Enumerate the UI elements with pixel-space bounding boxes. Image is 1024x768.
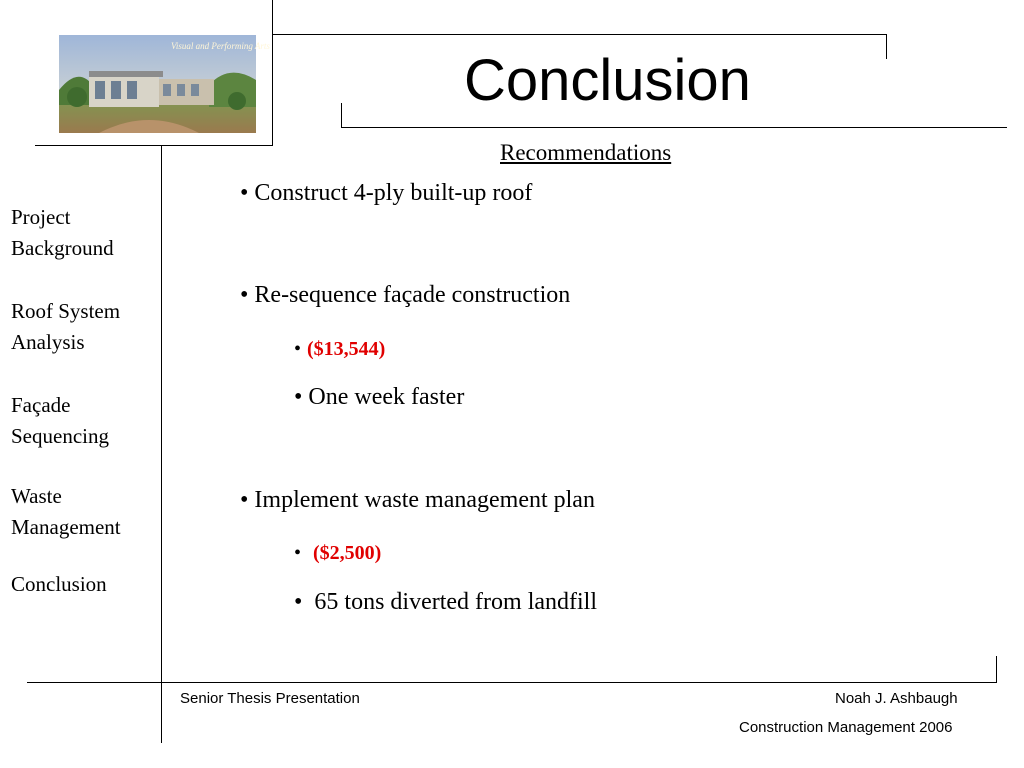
cost-value: ($13,544) xyxy=(307,338,386,360)
bullet-text: 65 tons diverted from landfill xyxy=(314,589,598,615)
banner-caption: Visual and Performing Arts xyxy=(171,41,270,51)
top-vertical-divider xyxy=(272,0,273,146)
sub-bullet-waste-note xyxy=(294,590,597,614)
title-top-rule-tick xyxy=(886,34,887,59)
bullet-text: Implement waste management plan xyxy=(254,487,595,513)
footer-rule xyxy=(27,682,997,683)
bullet-text: Re-sequence façade construction xyxy=(254,282,571,308)
bullet-marker: • xyxy=(294,338,302,360)
bullet-marker: • xyxy=(240,180,249,206)
sub-bullet-facade-note xyxy=(294,385,464,409)
bullet-roof xyxy=(240,181,532,205)
sidebar-item-waste-management[interactable] xyxy=(11,481,121,543)
footer-program: Construction Management 2006 xyxy=(739,719,953,736)
slide-title: Conclusion xyxy=(464,48,751,113)
sub-bullet-facade-cost xyxy=(294,336,385,360)
sidebar-item-label: Analysis xyxy=(11,330,85,354)
bullet-marker: • xyxy=(294,589,303,615)
bullet-text: One week faster xyxy=(308,384,465,410)
cost-value: ($2,500) xyxy=(313,542,382,564)
footer-rule-tick xyxy=(996,656,997,683)
bullet-text: Construct 4-ply built-up roof xyxy=(254,180,533,206)
title-bottom-rule xyxy=(341,127,1007,128)
header-bottom-rule xyxy=(35,145,273,146)
sidebar-item-roof-system-analysis[interactable] xyxy=(11,296,120,358)
bullet-marker: • xyxy=(294,384,303,410)
sidebar-item-facade-sequencing[interactable] xyxy=(11,390,109,452)
sidebar-item-label: Background xyxy=(11,236,114,260)
sub-bullet-waste-cost xyxy=(294,540,381,564)
sidebar-item-label: Waste xyxy=(11,484,62,508)
bullet-waste xyxy=(240,488,595,512)
sidebar-item-label: Sequencing xyxy=(11,424,109,448)
bullet-marker: • xyxy=(294,542,302,564)
sidebar-divider xyxy=(161,146,162,743)
footer-author: Noah J. Ashbaugh xyxy=(835,690,958,707)
bullet-facade xyxy=(240,283,570,307)
bullet-marker: • xyxy=(240,282,249,308)
title-top-rule xyxy=(272,34,887,35)
sidebar-item-label: Conclusion xyxy=(11,572,107,596)
slide-subtitle: Recommendations xyxy=(500,140,672,165)
footer-presentation-title: Senior Thesis Presentation xyxy=(180,690,360,707)
sidebar-item-label: Project xyxy=(11,205,71,229)
campus-rendering-image xyxy=(59,35,270,133)
bullet-marker: • xyxy=(240,487,249,513)
sidebar-item-label: Façade xyxy=(11,393,71,417)
sidebar-item-conclusion[interactable] xyxy=(11,569,107,600)
sidebar-item-project-background[interactable] xyxy=(11,202,114,264)
sidebar-item-label: Management xyxy=(11,515,121,539)
title-bottom-rule-tick xyxy=(341,103,342,128)
sidebar-item-label: Roof System xyxy=(11,299,121,323)
